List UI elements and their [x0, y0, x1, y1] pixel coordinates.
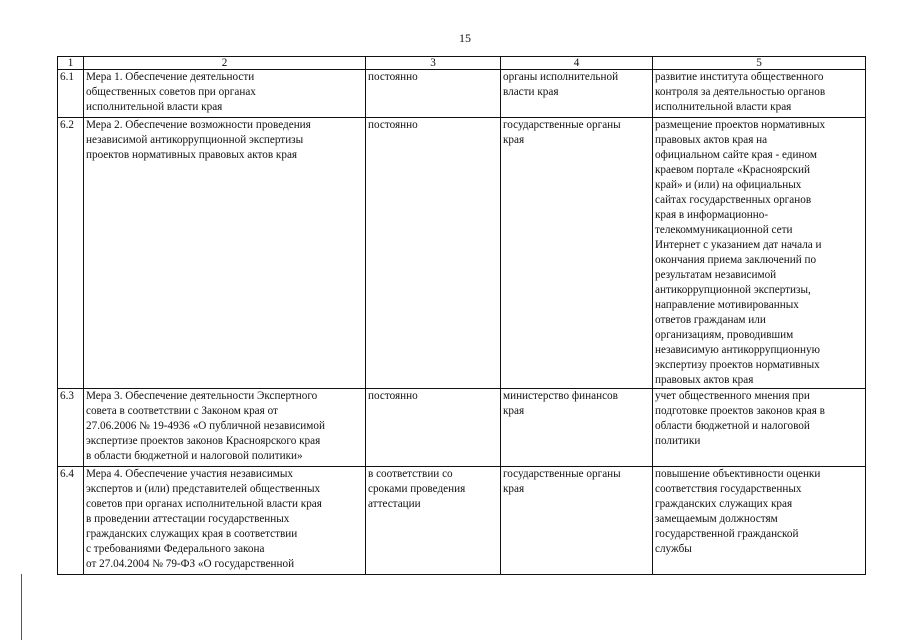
- row-number: 6.4: [58, 467, 84, 575]
- result-cell: повышение объективности оценки соответствия государственных гражданских служащих края замещаемым должностям государственной гражданской службы: [653, 467, 866, 575]
- table-row: [58, 118, 866, 389]
- scan-edge-line: [21, 574, 22, 640]
- measure-cell: Мера 3. Обеспечение деятельности Экспертного совета в соответствии с Законом края от 27.06.2006 № 19-4936 «О публичной независимой экспертизе проектов законов Красноярского края в области бюджетной и налоговой политики»: [84, 389, 366, 467]
- table-row: [58, 70, 866, 118]
- measures-table: [57, 56, 866, 575]
- executor-cell: министерство финансов края: [501, 389, 653, 467]
- executor-cell: государственные органы края: [501, 118, 653, 389]
- row-number: 6.1: [58, 70, 84, 118]
- header-col-1: 1: [58, 57, 84, 70]
- table-row: [58, 389, 866, 467]
- row-number: 6.2: [58, 118, 84, 389]
- result-cell: учет общественного мнения при подготовке проектов законов края в области бюджетной и налоговой политики: [653, 389, 866, 467]
- header-col-3: 3: [366, 57, 501, 70]
- header-col-2: 2: [84, 57, 366, 70]
- table-header-row: [58, 57, 866, 70]
- executor-cell: органы исполнительной власти края: [501, 70, 653, 118]
- result-cell: развитие института общественного контроля за деятельностью органов исполнительной власти края: [653, 70, 866, 118]
- measure-cell: Мера 4. Обеспечение участия независимых экспертов и (или) представителей общественных советов при органах исполнительной власти края в проведении аттестации государственных гражданских служащих края в соответствии с требованиями Федерального закона от 27.04.2004 № 79-ФЗ «О государственной: [84, 467, 366, 575]
- measure-cell: Мера 1. Обеспечение деятельности общественных советов при органах исполнительной власти края: [84, 70, 366, 118]
- executor-cell: государственные органы края: [501, 467, 653, 575]
- term-cell: постоянно: [366, 389, 501, 467]
- header-col-5: 5: [653, 57, 866, 70]
- term-cell: постоянно: [366, 70, 501, 118]
- header-col-4: 4: [501, 57, 653, 70]
- term-cell: в соответствии со сроками проведения аттестации: [366, 467, 501, 575]
- table-row: [58, 467, 866, 575]
- row-number: 6.3: [58, 389, 84, 467]
- term-cell: постоянно: [366, 118, 501, 389]
- page-number: 15: [459, 31, 471, 45]
- result-cell: размещение проектов нормативных правовых актов края на официальном сайте края - едином краевом портале «Красноярский край» и (или) на официальных сайтах государственных органов края в информационно- телекоммуникационной сети Интернет с указанием дат начала и окончания приема заключений по результатам независимой антикоррупционной экспертизы, направление мотивированных ответов гражданам или организациям, проводившим независимую антикоррупционную экспертизу проектов нормативных правовых актов края: [653, 118, 866, 389]
- measure-cell: Мера 2. Обеспечение возможности проведения независимой антикоррупционной экспертизы проектов нормативных правовых актов края: [84, 118, 366, 389]
